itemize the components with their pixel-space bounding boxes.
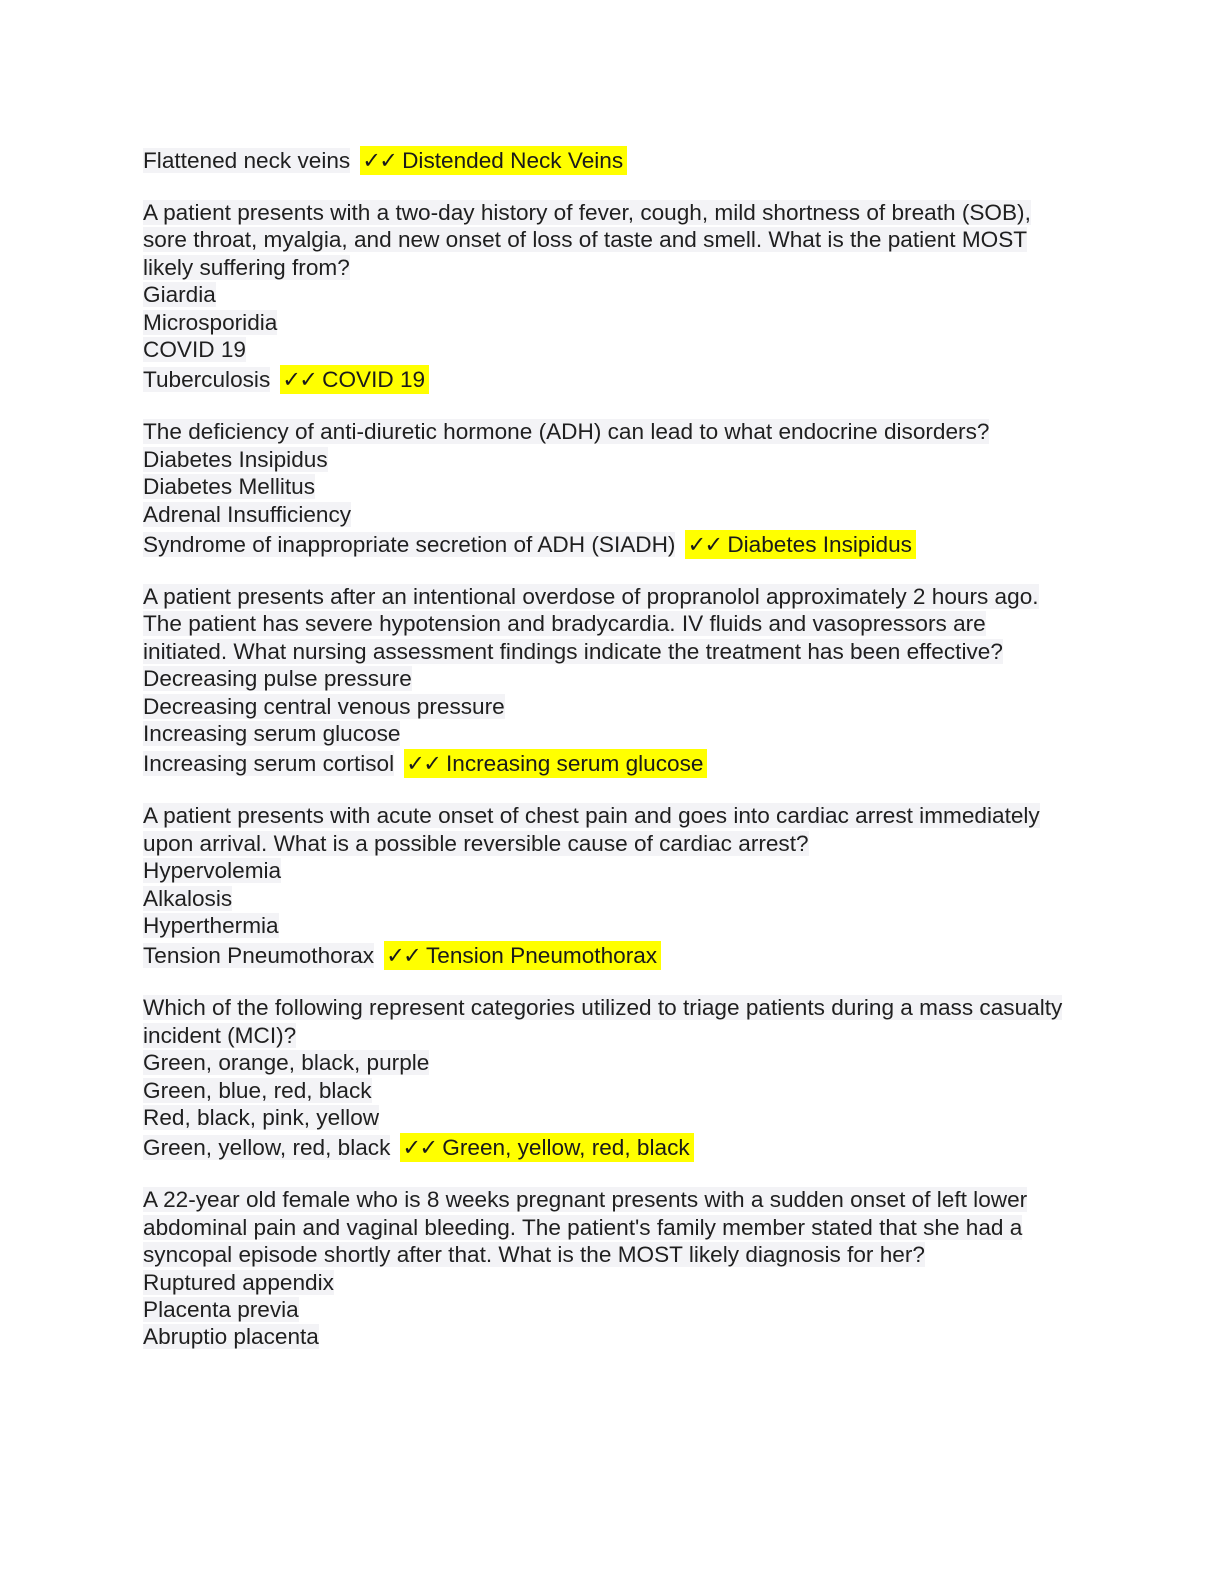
answer-line	[143, 1131, 1083, 1164]
option-item: Placenta previa	[143, 1296, 299, 1322]
answer-line	[143, 528, 1083, 561]
question-block-3	[143, 583, 1083, 780]
option-item: Diabetes Insipidus	[143, 446, 328, 472]
option-item: Increasing serum glucose	[143, 720, 401, 746]
double-check-icon: ✓✓	[362, 148, 397, 173]
answer-line	[143, 363, 1083, 396]
correct-answer-text: Tension Pneumothorax	[425, 943, 658, 969]
option-item: Alkalosis	[143, 885, 233, 911]
question-text: A patient presents after an intentional overdose of propranolol approximately 2 hours ago. The patient has severe hypotension and bradycardia. IV fluids and vasopressors are initiated. What nursing assessment findings indicate the treatment has been effective?	[143, 583, 1039, 664]
option-item: Microsporidia	[143, 309, 278, 335]
answer-line	[143, 939, 1083, 972]
option-text: Tuberculosis	[143, 367, 271, 393]
question-text: A 22-year old female who is 8 weeks pregnant presents with a sudden onset of left lower abdominal pain and vaginal bleeding. The patient's family member stated that she had a syncopal episode shortly after that. What is the MOST likely diagnosis for her?	[143, 1187, 1028, 1268]
option-item: Adrenal Insufficiency	[143, 501, 352, 527]
option-text: Green, yellow, red, black	[143, 1135, 391, 1161]
option-item: Abruptio placenta	[143, 1324, 319, 1350]
option-item: Giardia	[143, 282, 216, 308]
correct-answer-highlight	[360, 146, 627, 175]
option-item: Red, black, pink, yellow	[143, 1104, 380, 1130]
correct-answer-highlight	[685, 530, 916, 559]
option-item: Green, orange, black, purple	[143, 1050, 430, 1076]
correct-answer-highlight	[404, 749, 707, 778]
option-item: Diabetes Mellitus	[143, 474, 316, 500]
question-block-1	[143, 199, 1083, 396]
question-text: Which of the following represent categories utilized to triage patients during a mass casualty incident (MCI)?	[143, 995, 1063, 1048]
question-text: A patient presents with acute onset of chest pain and goes into cardiac arrest immediately upon arrival. What is a possible reversible cause of cardiac arrest?	[143, 803, 1040, 856]
option-item: Hyperthermia	[143, 912, 279, 938]
correct-answer-text: Green, yellow, red, black	[442, 1135, 690, 1161]
document-page	[143, 144, 1083, 1373]
correct-answer-text: Diabetes Insipidus	[727, 531, 912, 557]
option-item: Decreasing central venous pressure	[143, 693, 505, 719]
option-item: Decreasing pulse pressure	[143, 666, 412, 692]
double-check-icon: ✓✓	[402, 1135, 437, 1161]
question-block-2	[143, 418, 1083, 561]
question-block-0	[143, 144, 1083, 177]
option-text: Increasing serum cortisol	[143, 751, 395, 777]
option-text: Tension Pneumothorax	[143, 943, 375, 969]
correct-answer-highlight	[384, 941, 661, 970]
correct-answer-highlight	[400, 1133, 693, 1162]
question-block-4	[143, 802, 1083, 972]
correct-answer-text: COVID 19	[322, 367, 426, 393]
question-block-6	[143, 1186, 1083, 1350]
question-block-5	[143, 994, 1083, 1164]
double-check-icon: ✓✓	[687, 531, 722, 557]
option-item: Hypervolemia	[143, 858, 282, 884]
double-check-icon: ✓✓	[282, 367, 317, 393]
question-text: The deficiency of anti-diuretic hormone (ADH) can lead to what endocrine disorders?	[143, 419, 990, 445]
option-text: Syndrome of inappropriate secretion of ADH (SIADH)	[143, 531, 676, 557]
answer-line	[143, 144, 1083, 177]
option-item: COVID 19	[143, 337, 246, 362]
double-check-icon: ✓✓	[406, 751, 441, 777]
answer-line	[143, 747, 1083, 780]
correct-answer-text: Distended Neck Veins	[402, 148, 624, 173]
correct-answer-highlight	[280, 365, 429, 394]
question-text: A patient presents with a two-day history of fever, cough, mild shortness of breath (SOB), sore throat, myalgia, and new onset of loss of taste and smell. What is the patient MOST likely suffering from?	[143, 200, 1031, 280]
correct-answer-text: Increasing serum glucose	[446, 751, 704, 777]
option-item: Green, blue, red, black	[143, 1077, 372, 1103]
option-item: Ruptured appendix	[143, 1269, 334, 1295]
option-text: Flattened neck veins	[143, 148, 351, 173]
double-check-icon: ✓✓	[386, 943, 420, 969]
